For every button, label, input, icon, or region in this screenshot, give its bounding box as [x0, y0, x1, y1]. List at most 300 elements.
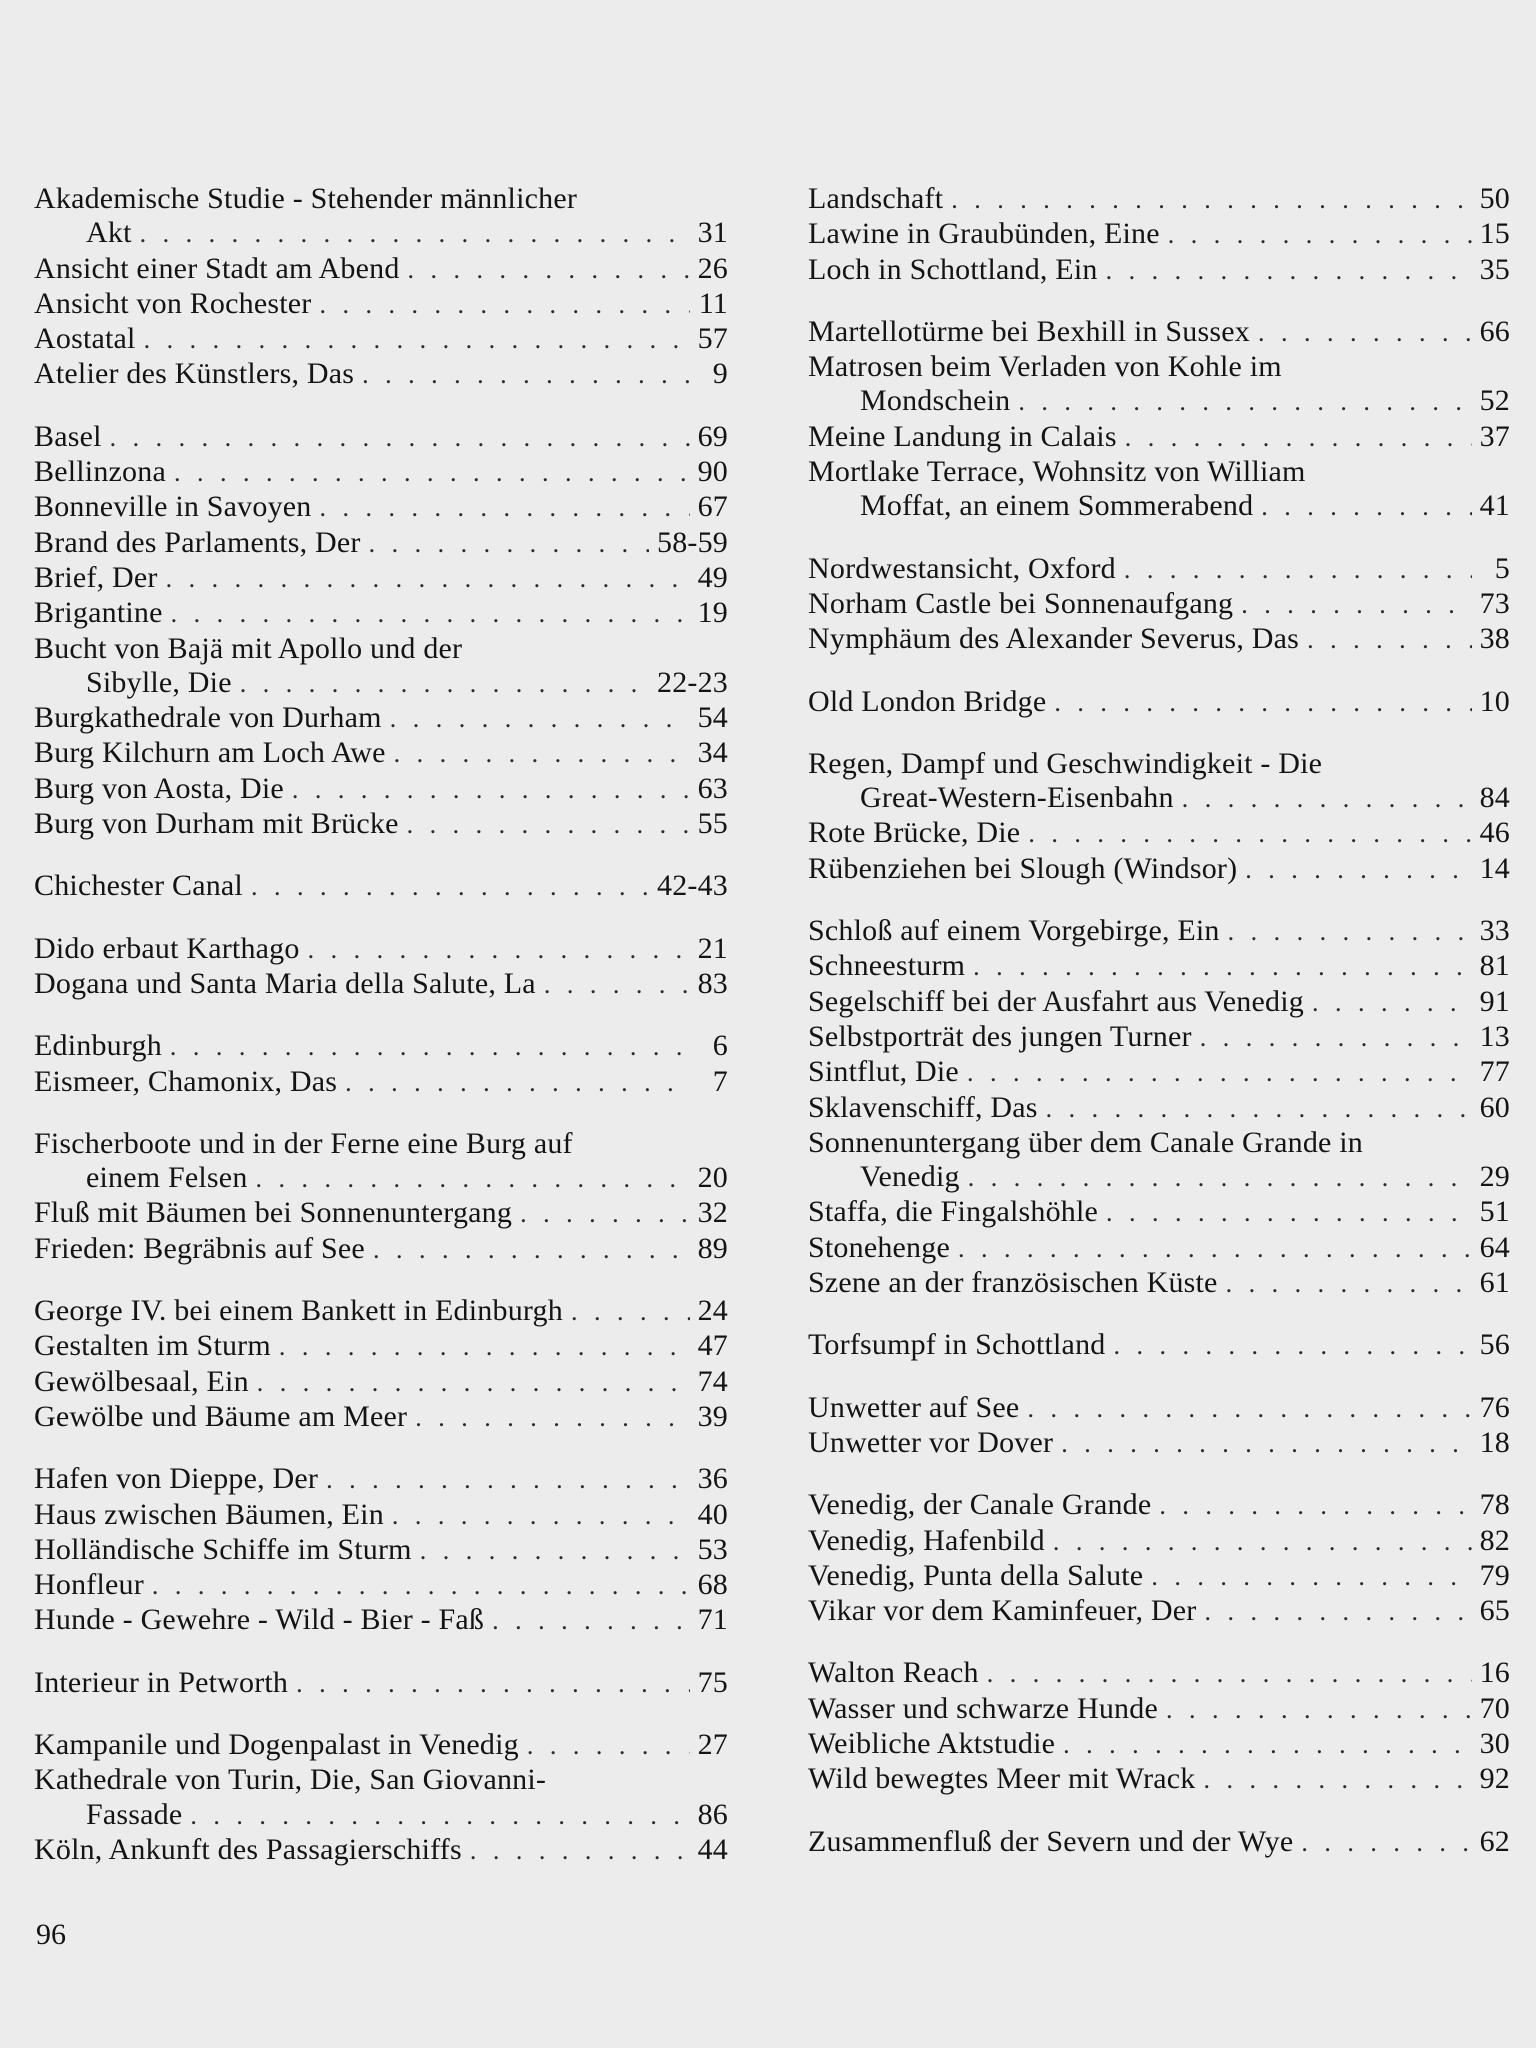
- index-entry: [34, 1196, 728, 1231]
- letter-group: [34, 1029, 728, 1100]
- page-ref: 7: [712, 1064, 728, 1098]
- entry-line: [34, 666, 728, 701]
- dot-leader: [369, 527, 649, 561]
- dot-leader: [1124, 553, 1472, 587]
- entry-title: Meine Landung in Calais: [808, 419, 1117, 453]
- page-ref: 63: [697, 771, 728, 805]
- entry-line: [34, 1161, 728, 1196]
- index-entry: [34, 807, 728, 842]
- entry-title: George IV. bei einem Bankett in Edinburgh: [34, 1294, 563, 1328]
- index-entry: [808, 350, 1510, 420]
- dot-leader: [1182, 782, 1472, 816]
- dot-leader: [171, 597, 690, 631]
- dot-leader: [973, 950, 1471, 984]
- page-ref: 37: [1479, 419, 1510, 453]
- entry-line: [34, 632, 728, 666]
- letter-group: [808, 1328, 1510, 1363]
- entry-line: [34, 287, 728, 322]
- page-ref: 44: [697, 1832, 728, 1866]
- index-entry: [34, 322, 728, 357]
- page-ref: 73: [1479, 586, 1510, 620]
- letter-group: [34, 182, 728, 393]
- entry-title: Sklavenschiff, Das: [808, 1090, 1038, 1124]
- entry-line: [34, 216, 728, 251]
- entry-line: [808, 1328, 1510, 1363]
- letter-group: [808, 552, 1510, 658]
- entry-line: [34, 932, 728, 967]
- index-entry: [34, 1728, 728, 1763]
- entry-line: [34, 1400, 728, 1435]
- index-entry: [34, 869, 728, 904]
- entry-title: Venedig, Punta della Salute: [808, 1558, 1144, 1592]
- index-entry: [34, 490, 728, 525]
- entry-line: [808, 1231, 1510, 1266]
- index-entry: [808, 1020, 1510, 1055]
- page-ref: 9: [712, 357, 728, 391]
- dot-leader: [362, 358, 690, 392]
- page-ref: 65: [1479, 1594, 1510, 1628]
- page-ref: 24: [697, 1294, 728, 1328]
- dot-leader: [1245, 853, 1471, 887]
- index-entry: [34, 561, 728, 596]
- page-ref: 75: [697, 1665, 728, 1699]
- dot-leader: [492, 1604, 689, 1638]
- index-entry: [808, 1055, 1510, 1090]
- entry-title: Selbstporträt des jungen Turner: [808, 1019, 1192, 1053]
- entry-line: [34, 1127, 728, 1161]
- dot-leader: [1228, 915, 1472, 949]
- index-entry: [34, 455, 728, 490]
- entry-title: Old London Bridge: [808, 684, 1047, 718]
- entry-line: [808, 1825, 1510, 1860]
- letter-group: [808, 182, 1510, 288]
- dot-leader: [296, 1667, 689, 1701]
- entry-title: Sonnenuntergang über dem Canale Grande in: [808, 1125, 1363, 1159]
- letter-group: [808, 685, 1510, 720]
- entry-line: [808, 1488, 1510, 1523]
- index-entry: [808, 914, 1510, 949]
- entry-title: Staffa, die Fingalshöhle: [808, 1195, 1099, 1229]
- entry-line: [34, 1365, 728, 1400]
- dot-leader: [373, 1233, 690, 1267]
- entry-line: [808, 1762, 1510, 1797]
- dot-leader: [110, 421, 690, 455]
- entry-line: [34, 1666, 728, 1701]
- dot-leader: [1307, 623, 1472, 657]
- entry-title: Köln, Ankunft des Passagierschiffs: [34, 1832, 462, 1866]
- index-entry: [808, 1524, 1510, 1559]
- entry-title: Torfsumpf in Schottland: [808, 1328, 1106, 1362]
- entry-line: [34, 322, 728, 357]
- entry-line: [808, 455, 1510, 489]
- index-entry: [808, 455, 1510, 525]
- dot-leader: [1159, 1489, 1471, 1523]
- entry-line: [808, 489, 1510, 524]
- entry-line: [808, 253, 1510, 288]
- index-entry: [808, 420, 1510, 455]
- dot-leader: [1054, 686, 1471, 720]
- entry-title: Basel: [34, 419, 102, 453]
- entry-title: Fischerboote und in der Ferne eine Burg auf: [34, 1126, 573, 1160]
- entry-line: [808, 552, 1510, 587]
- entry-title: Holländische Schiffe im Sturm: [34, 1532, 412, 1566]
- entry-line: [34, 1462, 728, 1497]
- entry-title: Segelschiff bei der Ausfahrt aus Venedig: [808, 984, 1304, 1018]
- index-entry: [34, 1232, 728, 1267]
- page-ref: 86: [697, 1797, 728, 1831]
- index-entry: [808, 587, 1510, 622]
- entry-title: einem Felsen: [86, 1161, 248, 1195]
- entry-title: Sibylle, Die: [86, 665, 232, 699]
- entry-line: [34, 701, 728, 736]
- entry-line: [34, 1728, 728, 1763]
- page-ref: 30: [1479, 1726, 1510, 1760]
- entry-title: Nordwestansicht, Oxford: [808, 551, 1116, 585]
- index-entry: [808, 985, 1510, 1020]
- dot-leader: [968, 1161, 1472, 1195]
- entry-title: Wild bewegtes Meer mit Wrack: [808, 1762, 1196, 1796]
- entry-title: Venedig: [860, 1160, 960, 1194]
- entry-line: [808, 685, 1510, 720]
- letter-group: [34, 1127, 728, 1267]
- dot-leader: [1106, 1196, 1472, 1230]
- entry-line: [808, 1727, 1510, 1762]
- entry-title: Ansicht einer Stadt am Abend: [34, 251, 400, 285]
- entry-title: Ansicht von Rochester: [34, 286, 312, 320]
- entry-title: Nymphäum des Alexander Severus, Das: [808, 622, 1300, 656]
- entry-title: Burg von Aosta, Die: [34, 771, 284, 805]
- index-entry: [34, 701, 728, 736]
- entry-title: Vikar vor dem Kaminfeuer, Der: [808, 1594, 1197, 1628]
- entry-line: [34, 526, 728, 561]
- page-ref: 90: [697, 455, 728, 489]
- dot-leader: [1241, 588, 1471, 622]
- page-ref: 77: [1479, 1055, 1510, 1089]
- page-ref: 22-23: [657, 665, 728, 699]
- dot-leader: [1018, 385, 1471, 419]
- dot-leader: [544, 968, 690, 1002]
- page-ref: 50: [1479, 182, 1510, 215]
- dot-leader: [144, 323, 690, 357]
- entry-line: [808, 384, 1510, 419]
- page-ref: 38: [1479, 622, 1510, 656]
- index-entry: [34, 1533, 728, 1568]
- entry-line: [808, 1656, 1510, 1691]
- index-entry: [34, 1127, 728, 1197]
- entry-line: [808, 985, 1510, 1020]
- dot-leader: [408, 253, 690, 287]
- entry-title: Burg Kilchurn am Loch Awe: [34, 736, 386, 770]
- dot-leader: [1061, 1427, 1471, 1461]
- entry-line: [808, 816, 1510, 851]
- entry-title: Lawine in Graubünden, Eine: [808, 217, 1160, 251]
- entry-title: Brigantine: [34, 596, 163, 630]
- entry-title: Weibliche Aktstudie: [808, 1726, 1056, 1760]
- letter-group: [34, 932, 728, 1003]
- entry-line: [34, 1603, 728, 1638]
- entry-line: [34, 1232, 728, 1267]
- dot-leader: [520, 1197, 690, 1231]
- entry-title: Great-Western-Eisenbahn: [860, 781, 1174, 815]
- index-entry: [34, 1462, 728, 1497]
- index-entry: [808, 1091, 1510, 1126]
- index-entry: [34, 357, 728, 392]
- entry-line: [34, 1196, 728, 1231]
- dot-leader: [251, 870, 649, 904]
- index-entry: [808, 1328, 1510, 1363]
- page-ref: 6: [712, 1029, 728, 1063]
- entry-title: Loch in Schottland, Ein: [808, 252, 1098, 286]
- dot-leader: [174, 456, 690, 490]
- page-ref: 5: [1494, 551, 1510, 585]
- entry-line: [808, 1195, 1510, 1230]
- index-entry: [808, 1762, 1510, 1797]
- page-ref: 42-43: [657, 869, 728, 903]
- entry-title: Kathedrale von Turin, Die, San Giovanni-: [34, 1763, 547, 1797]
- dot-leader: [319, 288, 690, 322]
- dot-leader: [308, 933, 690, 967]
- dot-leader: [527, 1729, 690, 1763]
- entry-title: Burgkathedrale von Durham: [34, 701, 382, 735]
- index-entry: [34, 526, 728, 561]
- entry-line: [808, 622, 1510, 657]
- index-entry: [808, 1126, 1510, 1196]
- entry-title: Stonehenge: [808, 1230, 950, 1264]
- index-column-right: [808, 182, 1510, 1860]
- index-entry: [808, 1266, 1510, 1301]
- dot-leader: [1226, 1267, 1472, 1301]
- entry-title: Moffat, an einem Sommerabend: [860, 489, 1254, 523]
- dot-leader: [415, 1401, 689, 1435]
- entry-title: Venedig, der Canale Grande: [808, 1488, 1152, 1522]
- page-ref: 26: [697, 251, 728, 285]
- page-ref: 60: [1479, 1090, 1510, 1124]
- entry-title: Sintflut, Die: [808, 1055, 959, 1089]
- page-ref: 19: [697, 596, 728, 630]
- entry-line: [808, 420, 1510, 455]
- dot-leader: [390, 702, 690, 736]
- page-ref: 31: [697, 216, 728, 250]
- entry-title: Unwetter auf See: [808, 1390, 1020, 1424]
- index-entry: [34, 632, 728, 702]
- entry-line: [34, 1294, 728, 1329]
- page-ref: 64: [1479, 1230, 1510, 1264]
- index-entry: [808, 1426, 1510, 1461]
- letter-group: [34, 1666, 728, 1701]
- page-ref: 83: [697, 966, 728, 1000]
- index-entry: [34, 1294, 728, 1329]
- index-entry: [808, 949, 1510, 984]
- dot-leader: [1027, 1392, 1471, 1426]
- page-ref: 16: [1479, 1656, 1510, 1690]
- entry-line: [808, 781, 1510, 816]
- entry-line: [34, 561, 728, 596]
- index-entry: [808, 1231, 1510, 1266]
- page-ref: 91: [1479, 984, 1510, 1018]
- dot-leader: [1312, 986, 1472, 1020]
- entry-line: [808, 1524, 1510, 1559]
- dot-leader: [1200, 1021, 1472, 1055]
- index-entry: [34, 1065, 728, 1100]
- dot-leader: [166, 562, 690, 596]
- page-ref: 32: [697, 1196, 728, 1230]
- page-ref: 67: [697, 490, 728, 524]
- dot-leader: [1063, 1728, 1471, 1762]
- page-ref: 34: [697, 736, 728, 770]
- page-ref: 66: [1479, 314, 1510, 348]
- dot-leader: [326, 1463, 690, 1497]
- letter-group: [34, 869, 728, 904]
- index-entry: [34, 1498, 728, 1533]
- entry-title: Szene an der französischen Küste: [808, 1266, 1218, 1300]
- page-ref: 56: [1479, 1328, 1510, 1362]
- entry-title: Akt: [86, 216, 132, 250]
- page-ref: 36: [697, 1462, 728, 1496]
- letter-group: [808, 1391, 1510, 1462]
- page-ref: 70: [1479, 1691, 1510, 1725]
- index-entry: [34, 1400, 728, 1435]
- entry-line: [808, 1692, 1510, 1727]
- entry-title: Bellinzona: [34, 455, 166, 489]
- page-ref: 58-59: [657, 525, 728, 559]
- page-ref: 81: [1479, 949, 1510, 983]
- page-ref: 49: [697, 560, 728, 594]
- index-entry: [808, 552, 1510, 587]
- entry-line: [808, 747, 1510, 781]
- entry-line: [34, 1568, 728, 1603]
- page-ref: 10: [1479, 684, 1510, 718]
- entry-line: [808, 949, 1510, 984]
- dot-leader: [470, 1834, 690, 1868]
- entry-title: Martellotürme bei Bexhill in Sussex: [808, 314, 1250, 348]
- entry-title: Regen, Dampf und Geschwindigkeit - Die: [808, 746, 1323, 780]
- index-entry: [34, 967, 728, 1002]
- dot-leader: [240, 667, 649, 701]
- index-entry: [34, 1833, 728, 1868]
- dot-leader: [407, 808, 690, 842]
- entry-line: [34, 252, 728, 287]
- index-entry: [34, 182, 728, 252]
- entry-title: Honfleur: [34, 1568, 144, 1602]
- dot-leader: [394, 737, 690, 771]
- letter-group: [808, 1656, 1510, 1797]
- page-ref: 71: [697, 1603, 728, 1637]
- entry-line: [808, 182, 1510, 217]
- entry-title: Akademische Studie - Stehender männlicher: [34, 182, 578, 215]
- index-column-left: [34, 182, 728, 1868]
- entry-title: Norham Castle bei Sonnenaufgang: [808, 586, 1234, 620]
- dot-leader: [1151, 1560, 1471, 1594]
- index-entry: [808, 1656, 1510, 1691]
- dot-leader: [1301, 1826, 1471, 1860]
- dot-leader: [190, 1799, 689, 1833]
- page-ref: 27: [697, 1727, 728, 1761]
- page-ref: 35: [1479, 252, 1510, 286]
- entry-title: Brand des Parlaments, Der: [34, 525, 361, 559]
- dot-leader: [571, 1295, 690, 1329]
- entry-line: [34, 490, 728, 525]
- page-ref: 79: [1479, 1558, 1510, 1592]
- index-entry: [808, 217, 1510, 252]
- index-entry: [34, 1763, 728, 1833]
- dot-leader: [1053, 1525, 1472, 1559]
- entry-title: Brief, Der: [34, 560, 158, 594]
- index-entry: [808, 315, 1510, 350]
- entry-line: [34, 807, 728, 842]
- entry-title: Mortlake Terrace, Wohnsitz von William: [808, 455, 1306, 489]
- entry-title: Burg von Durham mit Brücke: [34, 807, 399, 841]
- entry-title: Wasser und schwarze Hunde: [808, 1691, 1158, 1725]
- dot-leader: [1166, 1693, 1472, 1727]
- entry-line: [34, 967, 728, 1002]
- index-entry: [808, 685, 1510, 720]
- entry-line: [808, 1160, 1510, 1195]
- index-entry: [34, 252, 728, 287]
- page-ref: 92: [1479, 1762, 1510, 1796]
- entry-line: [34, 182, 728, 216]
- page-ref: 13: [1479, 1019, 1510, 1053]
- page-ref: 52: [1479, 384, 1510, 418]
- dot-leader: [987, 1657, 1472, 1691]
- page-ref: 33: [1479, 914, 1510, 948]
- entry-title: Matrosen beim Verladen von Kohle im: [808, 350, 1282, 384]
- entry-title: Gewölbesaal, Ein: [34, 1364, 249, 1398]
- entry-line: [34, 1533, 728, 1568]
- entry-line: [808, 1594, 1510, 1629]
- dot-leader: [140, 217, 690, 251]
- entry-line: [808, 1426, 1510, 1461]
- dot-leader: [257, 1366, 690, 1400]
- dot-leader: [292, 773, 690, 807]
- page-ref: 78: [1479, 1488, 1510, 1522]
- entry-line: [34, 596, 728, 631]
- entry-title: Bonneville in Savoyen: [34, 490, 312, 524]
- page-ref: 82: [1479, 1523, 1510, 1557]
- letter-group: [808, 1825, 1510, 1860]
- entry-line: [34, 420, 728, 455]
- dot-leader: [958, 1232, 1472, 1266]
- index-entry: [808, 1488, 1510, 1523]
- entry-title: Chichester Canal: [34, 869, 243, 903]
- index-entry: [808, 1391, 1510, 1426]
- page-ref: 18: [1479, 1425, 1510, 1459]
- entry-title: Zusammenfluß der Severn und der Wye: [808, 1824, 1294, 1858]
- page-number: 96: [36, 1918, 66, 1951]
- entry-line: [34, 1065, 728, 1100]
- dot-leader: [1113, 1329, 1471, 1363]
- index-entry: [808, 1559, 1510, 1594]
- entry-line: [34, 1833, 728, 1868]
- entry-title: Rübenziehen bei Slough (Windsor): [808, 851, 1238, 885]
- entry-title: Fassade: [86, 1797, 183, 1831]
- entry-line: [808, 1126, 1510, 1160]
- dot-leader: [1028, 817, 1471, 851]
- entry-title: Dogana und Santa Maria della Salute, La: [34, 966, 536, 1000]
- entry-title: Atelier des Künstlers, Das: [34, 357, 355, 391]
- dot-leader: [279, 1330, 690, 1364]
- dot-leader: [1258, 316, 1472, 350]
- entry-title: Hunde - Gewehre - Wild - Bier - Faß: [34, 1603, 485, 1637]
- index-entry: [34, 596, 728, 631]
- page-ref: 51: [1479, 1195, 1510, 1229]
- entry-title: Dido erbaut Karthago: [34, 931, 300, 965]
- dot-leader: [345, 1066, 690, 1100]
- page-ref: 21: [697, 931, 728, 965]
- index-entry: [808, 182, 1510, 217]
- dot-leader: [420, 1534, 690, 1568]
- entry-line: [808, 315, 1510, 350]
- letter-group: [808, 315, 1510, 525]
